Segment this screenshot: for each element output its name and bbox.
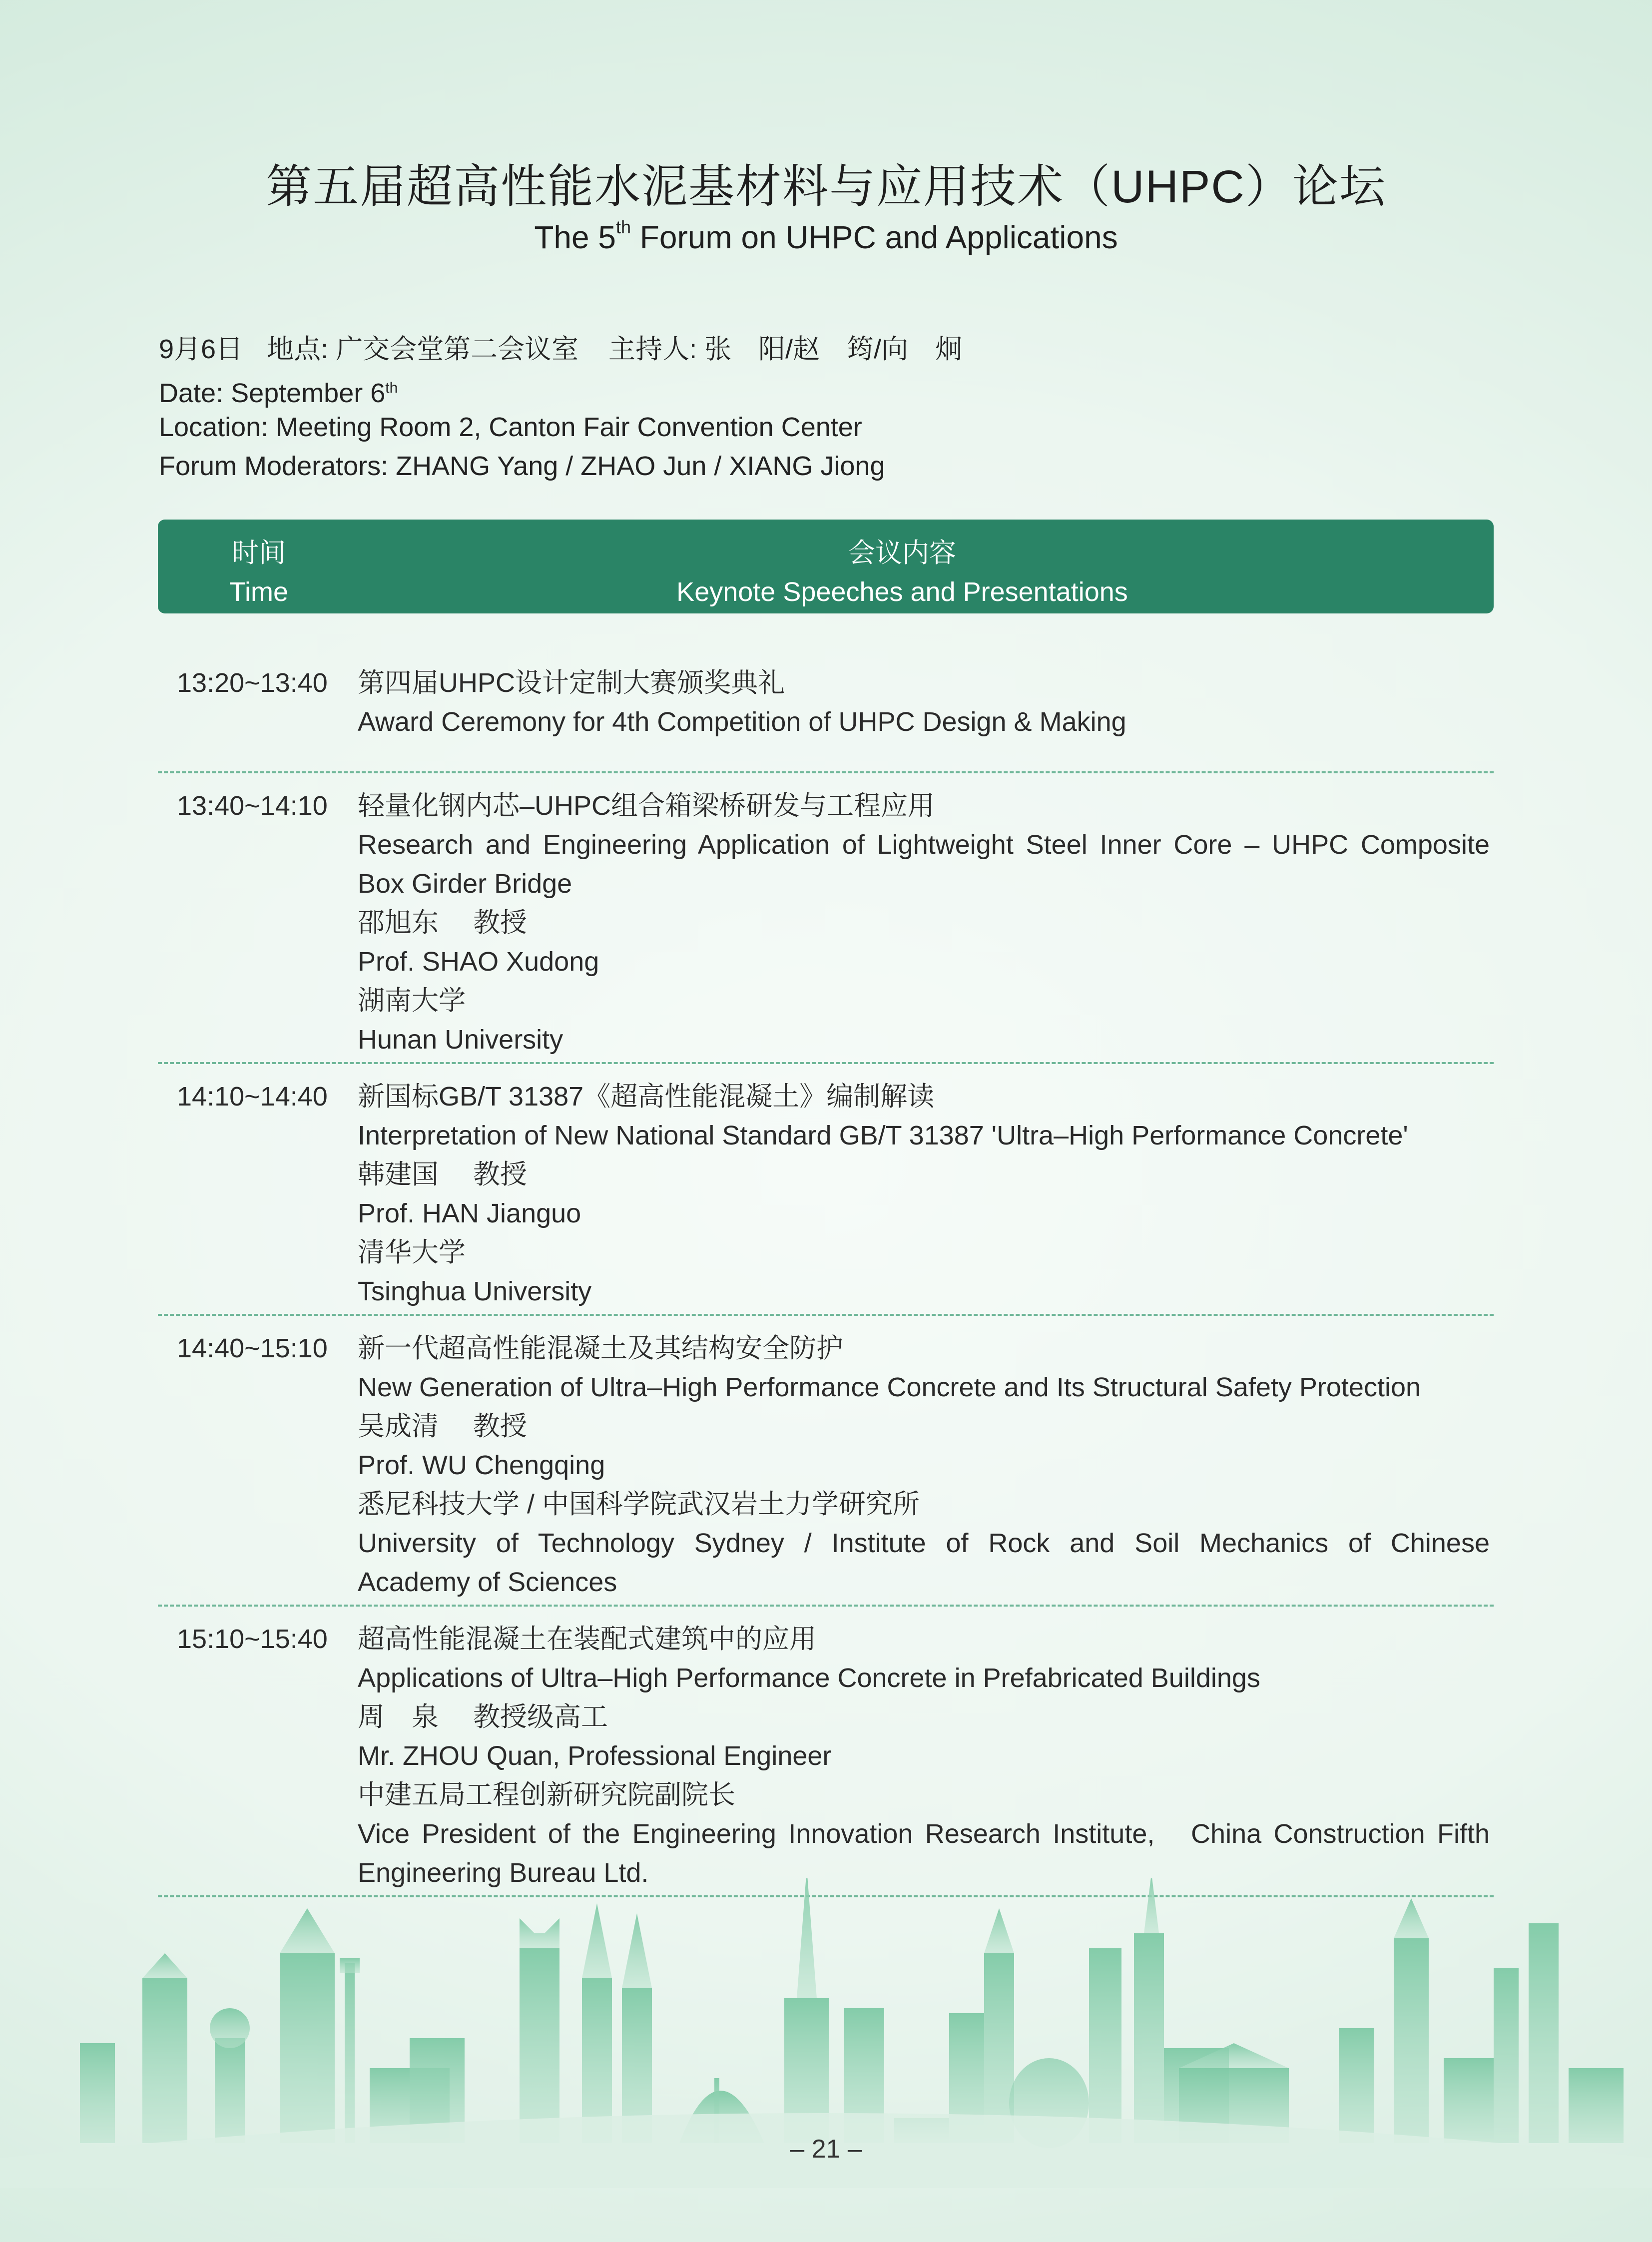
session-info-cn <box>159 330 962 369</box>
talk-title-cn: 超高性能混凝土在装配式建筑中的应用 <box>358 1624 816 1654</box>
moderator-name-cn: 阳/赵 <box>758 334 820 364</box>
agenda-item-details <box>358 1077 1490 1311</box>
date-en-sup: th <box>385 380 398 396</box>
agenda-item-line: Tsinghua University <box>358 1276 592 1306</box>
date-cn: 9月6日 <box>159 334 243 364</box>
agenda-divider <box>158 771 1494 773</box>
header-content-en: Keynote Speeches and Presentations <box>676 577 1128 607</box>
agenda-item-line: New Generation of Ultra–High Performance Concrete and Its Structural Safety Protection <box>358 1372 1421 1402</box>
agenda-item-time: 15:10~15:40 <box>177 1624 328 1654</box>
page-title-en <box>0 216 1652 256</box>
location-en: Location: Meeting Room 2, Canton Fair Convention Center <box>159 412 862 442</box>
moderators-en: Forum Moderators: ZHANG Yang / ZHAO Jun / XIANG Jiong <box>159 451 885 481</box>
agenda-item-line: Box Girder Bridge <box>358 869 572 899</box>
agenda-item-details <box>358 786 1490 1059</box>
agenda-item-line: 周 泉 教授级高工 <box>358 1702 608 1732</box>
agenda-item-details <box>358 663 1490 741</box>
agenda-item-line: 韩建国 教授 <box>358 1159 528 1189</box>
agenda-item-line: Prof. SHAO Xudong <box>358 947 599 977</box>
agenda-item-line: 中建五局工程创新研究院副院长 <box>358 1780 735 1810</box>
agenda-table-header <box>158 520 1494 613</box>
agenda-item-line: 吴成清 教授 <box>358 1411 528 1441</box>
header-time-column <box>188 534 330 611</box>
agenda-item-line: Academy of Sciences <box>358 1567 617 1597</box>
agenda-item-time: 13:20~13:40 <box>177 668 328 698</box>
title-en-prefix: The 5 <box>534 219 616 255</box>
title-en-sup: th <box>615 216 631 237</box>
agenda-item-line: 湖南大学 <box>358 986 466 1016</box>
agenda-item-line: Interpretation of New National Standard GB/T 31387 'Ultra–High Performance Concrete' <box>358 1121 1408 1150</box>
page-number: – 21 – <box>790 2135 862 2164</box>
talk-title-cn: 轻量化钢内芯–UHPC组合箱梁桥研发与工程应用 <box>358 791 935 821</box>
agenda-item-details <box>358 1329 1490 1602</box>
agenda-item-line: University of Technology Sydney / Institute of Rock and Soil Mechanics of Chinese <box>358 1528 1490 1558</box>
talk-title-cn: 新一代超高性能混凝土及其结构安全防护 <box>358 1333 843 1363</box>
agenda-item-time: 13:40~14:10 <box>177 791 328 821</box>
agenda-item-time: 14:40~15:10 <box>177 1333 328 1363</box>
agenda-item-line: Engineering Bureau Ltd. <box>358 1858 649 1888</box>
agenda-item-line: Award Ceremony for 4th Competition of UHPC Design & Making <box>358 707 1126 737</box>
header-content-column <box>338 534 1467 611</box>
agenda-item-line: 清华大学 <box>358 1237 466 1267</box>
title-en-suffix: Forum on UHPC and Applications <box>631 219 1118 255</box>
header-content-cn: 会议内容 <box>848 538 956 568</box>
agenda-item-line: Mr. ZHOU Quan, Professional Engineer <box>358 1741 832 1771</box>
header-time-cn: 时间 <box>232 538 286 568</box>
moderator-name-cn: 筠/向 <box>847 334 909 364</box>
agenda-item-line: Research and Engineering Application of Lightweight Steel Inner Core – UHPC Composite <box>358 830 1490 860</box>
page-title-cn: 第五届超高性能水泥基材料与应用技术（UHPC）论坛 <box>266 161 1386 212</box>
agenda-item-line: 悉尼科技大学 / 中国科学院武汉岩土力学研究所 <box>358 1489 920 1519</box>
talk-title-cn: 第四届UHPC设计定制大赛颁奖典礼 <box>358 668 785 698</box>
header-time-en: Time <box>229 577 288 607</box>
moderator-label-cn: 主持人: <box>608 334 697 364</box>
agenda-item-time: 14:10~14:40 <box>177 1082 328 1112</box>
agenda-item-line: Prof. HAN Jianguo <box>358 1198 581 1228</box>
agenda-divider <box>158 1062 1494 1064</box>
moderator-name-cn: 炯 <box>935 334 963 364</box>
agenda-divider <box>158 1314 1494 1316</box>
agenda-divider <box>158 1605 1494 1607</box>
date-en <box>159 369 962 408</box>
date-en-text: Date: September 6 <box>159 378 386 408</box>
agenda-item-line: Prof. WU Chengqing <box>358 1450 605 1480</box>
agenda-item-details <box>358 1620 1490 1892</box>
session-info <box>159 330 962 486</box>
agenda-item-line: Vice President of the Engineering Innovation Research Institute, China Construction Fifth <box>358 1819 1490 1849</box>
agenda-item-line: 邵旭东 教授 <box>358 908 528 938</box>
location-cn: 地点: 广交会堂第二会议室 <box>267 334 579 364</box>
talk-title-cn: 新国标GB/T 31387《超高性能混凝土》编制解读 <box>358 1082 935 1112</box>
agenda-item-line: Hunan University <box>358 1025 563 1055</box>
agenda-item-line: Applications of Ultra–High Performance Concrete in Prefabricated Buildings <box>358 1663 1260 1693</box>
moderator-name-cn: 张 <box>704 334 732 364</box>
